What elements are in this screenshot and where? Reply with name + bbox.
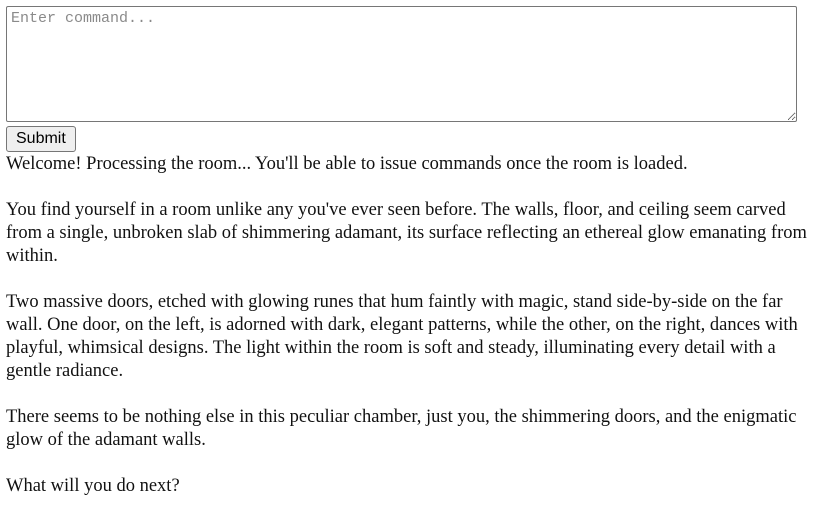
prompt-question: What will you do next? bbox=[6, 476, 180, 496]
submit-button[interactable]: Submit bbox=[6, 126, 76, 152]
room-description-paragraph: You find yourself in a room unlike any you've ever seen before. The walls, floor, and ceiling seem carved from a single, unbroken slab of shimmering adamant, its surface reflecting an ethereal glow emanating from within. bbox=[6, 200, 807, 266]
room-description-paragraph: There seems to be nothing else in this peculiar chamber, just you, the shimmering doors, and the enigmatic glow of the adamant walls. bbox=[6, 407, 797, 450]
room-description-paragraph: Two massive doors, etched with glowing runes that hum faintly with magic, stand side-by-side on the far wall. One door, on the left, is adorned with dark, elegant patterns, while the other, on the right, dances with playful, whimsical designs. The light within the room is soft and steady, illuminating every detail with a gentle radiance. bbox=[6, 292, 798, 381]
status-message: Welcome! Processing the room... You'll be able to issue commands once the room is loaded. bbox=[6, 154, 688, 174]
command-input[interactable] bbox=[6, 6, 797, 122]
game-output bbox=[6, 153, 817, 498]
